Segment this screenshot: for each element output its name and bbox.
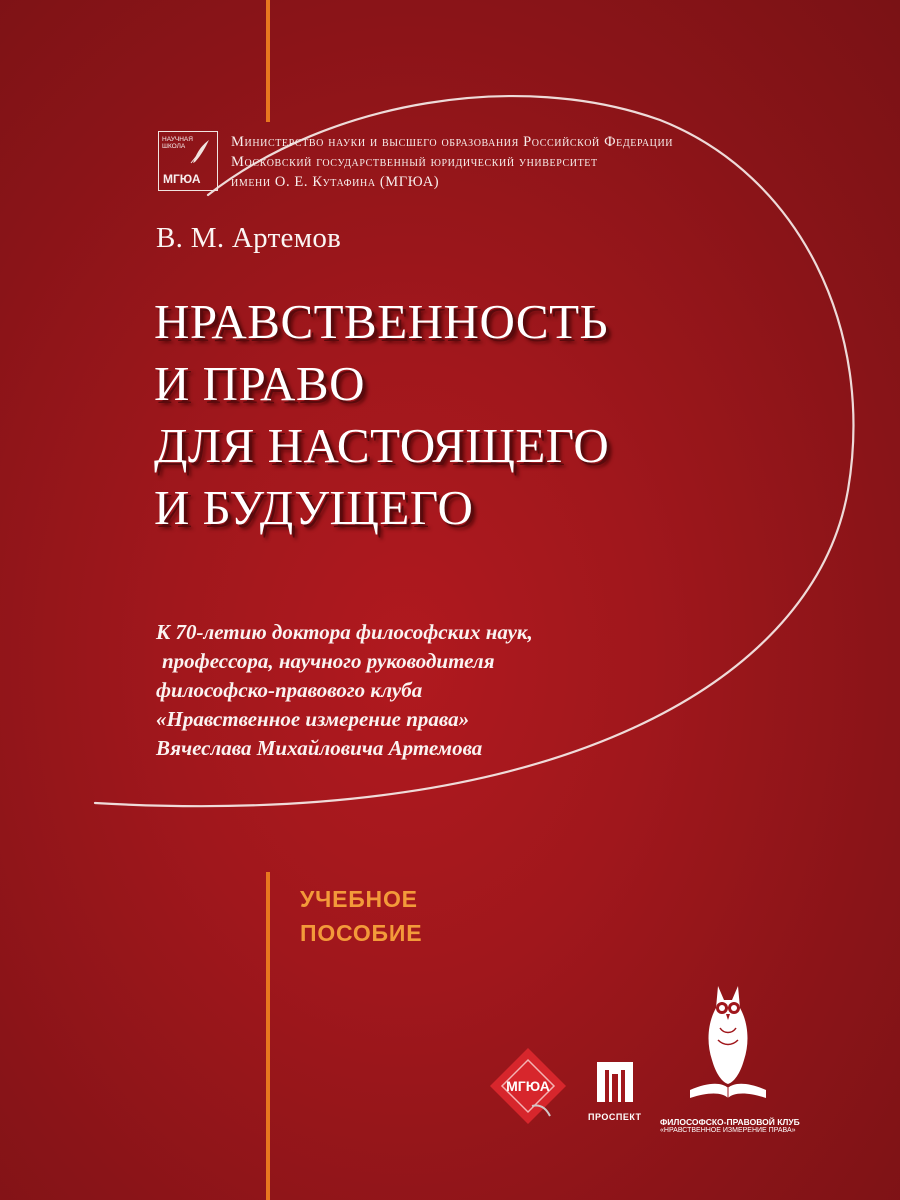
ministry-line3: имени О. Е. Кутафина (МГЮА) [231,174,440,190]
accent-bar-top [266,0,270,122]
ministry-line2: Московский государственный юридический университет [231,154,598,170]
philosophy-club-logo [660,978,800,1134]
accent-bar-bottom [266,872,270,1200]
mgua-logo [488,1046,568,1131]
club-caption-line2: «НРАВСТВЕННОЕ ИЗМЕРЕНИЕ ПРАВА» [660,1127,796,1134]
prospekt-logo [588,1060,642,1122]
dedication-line5: Вячеслава Михайловича Артемова [156,736,483,760]
title-line1: НРАВСТВЕННОСТЬ [154,294,609,349]
genre-line1: УЧЕБНОЕ [300,886,418,912]
ministry-line1: Министерство науки и высшего образования Российской Федерации [231,134,674,150]
dedication-line2: профессора, научного руководителя [162,649,495,673]
quill-icon [189,138,211,164]
book-title [154,291,609,539]
dedication-line1: К 70-летию доктора философских наук, [156,620,533,644]
book-genre [300,882,422,950]
title-line3: ДЛЯ НАСТОЯЩЕГО [154,418,610,473]
mgua-diamond-icon [488,1046,568,1126]
scientific-school-emblem [158,131,218,191]
author-name: В. М. Артемов [156,222,342,254]
title-line2: И ПРАВО [154,356,365,411]
genre-line2: ПОСОБИЕ [300,920,423,946]
ministry-header [231,132,673,192]
emblem-line1: НАУЧНАЯ [162,136,193,143]
emblem-line2: ШКОЛА [162,143,186,150]
prospekt-caption: ПРОСПЕКТ [588,1112,642,1122]
title-line4: И БУДУЩЕГО [154,480,474,535]
emblem-name: МГЮА [163,172,201,186]
club-caption-line1: ФИЛОСОФСКО-ПРАВОВОЙ КЛУБ [660,1117,800,1127]
prospekt-building-icon [595,1060,635,1104]
dedication [156,618,533,763]
dedication-line4: «Нравственное измерение права» [156,707,470,731]
mgua-logo-text: МГЮА [506,1078,550,1094]
dedication-line3: философско-правового клуба [156,678,423,702]
owl-on-book-icon [678,978,778,1108]
